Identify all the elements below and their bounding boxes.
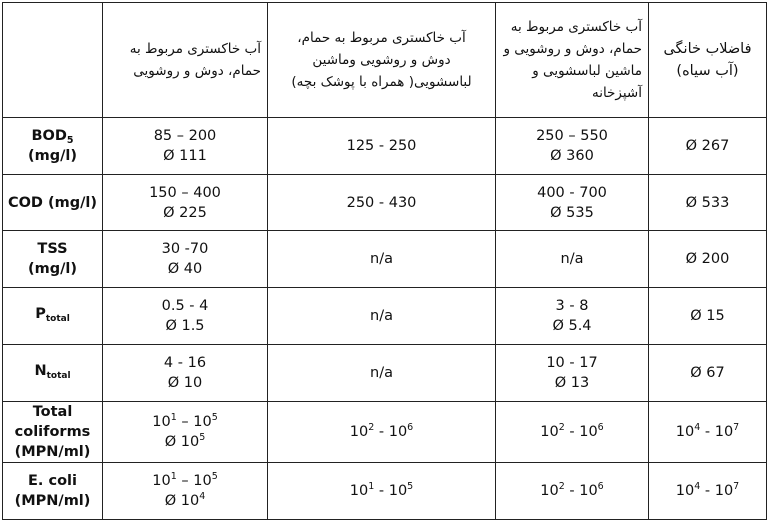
cell-text: 2: [558, 422, 565, 433]
row-header-ntotal: [3, 345, 103, 402]
cell-text: E. coli: [28, 473, 77, 489]
cell-coliforms-c3: [496, 402, 649, 463]
row-header-total-coliforms: [3, 402, 103, 463]
cell-text: 0.5 - 4: [161, 298, 209, 314]
corner-cell: [3, 3, 103, 118]
cell-text: 400 - 700: [537, 184, 607, 201]
cell-text: 4: [694, 481, 701, 492]
cell-text: 6: [597, 422, 604, 433]
cell-ntotal-c1: [103, 345, 268, 402]
col-header-greywater-bath-laundry-kitchen: [496, 3, 649, 118]
cell-text: 4 - 16: [163, 355, 207, 371]
col-header-greywater-bath: [103, 3, 268, 118]
cell-bod5-c3: [496, 118, 649, 175]
cell-text: (آب سیاه): [676, 63, 739, 79]
table-row-cod: [3, 175, 767, 231]
table-row-ecoli: [3, 463, 767, 520]
cell-text: حمام، دوش و روشویی: [133, 63, 261, 79]
cell-text: 3 - 8: [555, 298, 589, 314]
cell-tss-c1: [103, 231, 268, 288]
cell-text: Total: [32, 404, 73, 420]
table-row-tss: [3, 231, 767, 288]
cell-text: آب خاکستری مربوط به: [129, 41, 261, 57]
cell-text: - 10: [564, 483, 598, 499]
cell-tss-c3: n/a: [496, 231, 649, 288]
cell-text: 6: [407, 422, 414, 433]
cell-text: 4: [694, 422, 701, 433]
col-header-domestic-blackwater: [649, 3, 767, 118]
cell-tss-c2: n/a: [268, 231, 496, 288]
row-header-cod: COD (mg/l): [3, 175, 103, 231]
cell-text: 10 - 17: [546, 355, 598, 371]
row-header-tss: [3, 231, 103, 288]
table-row-total-coliforms: [3, 402, 767, 463]
cell-text: 7: [733, 422, 740, 433]
cell-text: فاضلاب خانگی: [663, 41, 752, 57]
cell-coliforms-c1: [103, 402, 268, 463]
row-header-ptotal: [3, 288, 103, 345]
cell-cod-c1: [103, 175, 268, 231]
cell-text: 5: [211, 471, 218, 482]
cell-text: 7: [733, 481, 740, 492]
cell-text: 1: [170, 471, 177, 482]
cell-text: 10: [349, 483, 369, 499]
cell-ecoli-c4: [649, 463, 767, 520]
cell-text: 10: [152, 473, 171, 489]
cell-text: – 10: [176, 414, 212, 430]
cell-text: Ø 10: [167, 375, 203, 391]
cell-text: (MPN/ml): [14, 444, 91, 460]
cell-cod-c3: [496, 175, 649, 231]
cell-text: Ø 10: [164, 493, 200, 509]
cell-ptotal-c2: n/a: [268, 288, 496, 345]
cell-text: آب خاکستری مربوط به: [510, 19, 642, 35]
cell-text: Ø 360: [550, 148, 594, 164]
row-header-bod5: [3, 118, 103, 175]
cell-bod5-c1: [103, 118, 268, 175]
cell-text: Ø 111: [163, 148, 207, 164]
cell-ptotal-c1: [103, 288, 268, 345]
table-row-bod5: [3, 118, 767, 175]
cell-text: total: [46, 370, 71, 381]
cell-text: 6: [597, 481, 604, 492]
cell-text: 10: [675, 483, 695, 499]
cell-text: حمام، دوش و روشویی و: [503, 41, 642, 57]
cell-text: - 10: [700, 483, 734, 499]
cell-ntotal-c3: [496, 345, 649, 402]
cell-text: 4: [199, 491, 206, 502]
cell-text: 10: [152, 414, 171, 430]
table-row-ptotal: [3, 288, 767, 345]
cell-text: 10: [675, 424, 695, 440]
col-header-greywater-bath-laundry: [268, 3, 496, 118]
cell-text: (MPN/ml): [14, 493, 91, 509]
wastewater-comparison-table: [2, 2, 767, 520]
cell-text: (mg/l): [27, 148, 77, 164]
cell-text: - 10: [374, 483, 408, 499]
cell-text: 250 – 550: [536, 128, 608, 144]
header-row: [3, 3, 767, 118]
cell-text: Ø 535: [550, 204, 594, 221]
cell-text: 5: [211, 412, 218, 423]
cell-text: 5: [199, 432, 206, 443]
cell-ntotal-c4: Ø 67: [649, 345, 767, 402]
cell-text: Ø 5.4: [552, 318, 592, 334]
cell-text: N: [34, 362, 47, 379]
cell-bod5-c2: 125 - 250: [268, 118, 496, 175]
cell-text: total: [45, 313, 70, 324]
cell-text: لباسشویی( همراه با پوشک بچه): [291, 74, 472, 90]
cell-text: (mg/l): [27, 261, 77, 277]
table-row-ntotal: [3, 345, 767, 402]
cell-text: - 10: [374, 424, 408, 440]
cell-cod-c2: 250 - 430: [268, 175, 496, 231]
cell-text: 5: [66, 135, 74, 146]
cell-text: Ø 13: [554, 375, 590, 391]
cell-text: BOD: [31, 128, 67, 144]
cell-ecoli-c3: [496, 463, 649, 520]
cell-text: Ø 40: [167, 261, 203, 277]
cell-text: 30 -70: [161, 241, 209, 257]
cell-text: 5: [407, 481, 414, 492]
cell-text: آب خاکستری مربوط به حمام،: [297, 30, 466, 46]
cell-text: 10: [540, 424, 559, 440]
cell-text: – 10: [176, 473, 212, 489]
cell-text: 85 – 200: [153, 128, 217, 144]
cell-ecoli-c2: [268, 463, 496, 520]
cell-text: 150 – 400: [149, 184, 221, 201]
cell-text: 2: [558, 481, 565, 492]
cell-text: 1: [170, 412, 177, 423]
cell-text: دوش و روشویی وماشین: [312, 52, 451, 68]
cell-text: 10: [540, 483, 559, 499]
cell-ptotal-c3: [496, 288, 649, 345]
cell-text: 1: [368, 481, 375, 492]
row-header-ecoli: [3, 463, 103, 520]
cell-cod-c4: Ø 533: [649, 175, 767, 231]
cell-text: Ø 10: [164, 434, 200, 450]
cell-text: ماشین لباسشویی و آشپزخانه: [532, 63, 642, 101]
cell-text: - 10: [700, 424, 734, 440]
cell-text: coliforms: [14, 424, 91, 440]
cell-text: Ø 1.5: [165, 318, 205, 334]
cell-bod5-c4: Ø 267: [649, 118, 767, 175]
cell-text: Ø 225: [163, 204, 207, 221]
cell-text: 10: [349, 424, 369, 440]
cell-coliforms-c4: [649, 402, 767, 463]
cell-text: - 10: [564, 424, 598, 440]
cell-ptotal-c4: Ø 15: [649, 288, 767, 345]
cell-text: 2: [368, 422, 375, 433]
cell-text: TSS: [37, 241, 68, 257]
cell-text: P: [35, 305, 46, 322]
cell-tss-c4: Ø 200: [649, 231, 767, 288]
cell-ecoli-c1: [103, 463, 268, 520]
cell-ntotal-c2: n/a: [268, 345, 496, 402]
cell-coliforms-c2: [268, 402, 496, 463]
